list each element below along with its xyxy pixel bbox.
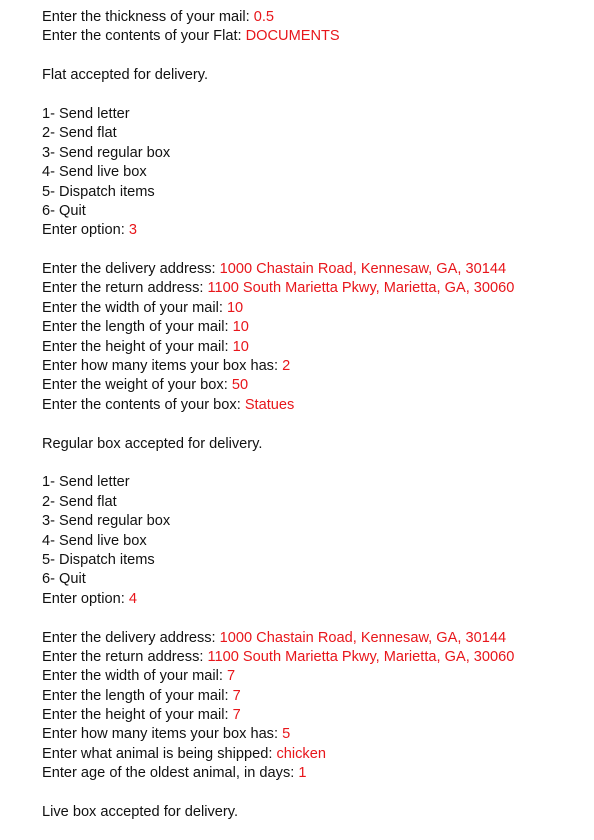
user-input-value: 50: [231, 377, 249, 394]
console-line: [42, 570, 582, 589]
console-line: [42, 279, 582, 298]
console-line: [42, 435, 582, 454]
user-input-value: chicken: [276, 745, 326, 762]
prompt-text: Enter how many items your box has:: [42, 726, 283, 743]
user-input-value: 1: [298, 765, 307, 782]
prompt-text: 6- Quit: [42, 202, 86, 219]
prompt-text: Flat accepted for delivery.: [42, 67, 209, 84]
user-input-value: 3: [128, 222, 137, 239]
prompt-text: Enter the contents of your box:: [42, 396, 245, 413]
prompt-text: 4- Send live box: [42, 164, 147, 181]
console-line: [42, 357, 582, 376]
console-line: [42, 764, 582, 783]
prompt-text: Enter the length of your mail:: [42, 319, 233, 336]
console-line: [42, 473, 582, 492]
console-line: [42, 551, 582, 570]
prompt-text: 5- Dispatch items: [42, 551, 155, 568]
console-line: [42, 493, 582, 512]
console-line: [42, 803, 582, 822]
prompt-text: 5- Dispatch items: [42, 183, 155, 200]
console-line: [42, 105, 582, 124]
prompt-text: 2- Send flat: [42, 493, 117, 510]
user-input-value: 10: [226, 299, 244, 316]
user-input-value: 7: [226, 668, 236, 685]
console-line: [42, 667, 582, 686]
user-input-value: Statues: [244, 396, 295, 413]
user-input-value: 5: [282, 726, 291, 743]
console-line: [42, 629, 582, 648]
prompt-text: 3- Send regular box: [42, 513, 171, 530]
blank-line: [42, 47, 582, 66]
prompt-text: Enter the width of your mail:: [42, 299, 227, 316]
prompt-text: Enter how many items your box has:: [42, 358, 283, 375]
prompt-text: 2- Send flat: [42, 125, 117, 142]
console-line: [42, 8, 582, 27]
console-line: [42, 396, 582, 415]
blank-line: [42, 415, 582, 434]
prompt-text: Enter the height of your mail:: [42, 707, 233, 724]
console-line: [42, 376, 582, 395]
blank-line: [42, 454, 582, 473]
blank-line: [42, 609, 582, 628]
prompt-text: Enter the width of your mail:: [42, 668, 227, 685]
blank-line: [42, 784, 582, 803]
console-line: [42, 648, 582, 667]
prompt-text: Enter the length of your mail:: [42, 687, 233, 704]
console-line: [42, 202, 582, 221]
user-input-value: 7: [232, 707, 241, 724]
user-input-value: 0.5: [253, 9, 274, 25]
console-line: [42, 512, 582, 531]
prompt-text: Regular box accepted for delivery.: [42, 435, 263, 452]
prompt-text: Enter the delivery address:: [42, 261, 220, 278]
console-line: [42, 66, 582, 85]
console-line: [42, 725, 582, 744]
user-input-value: 1000 Chastain Road, Kennesaw, GA, 30144: [219, 261, 507, 278]
prompt-text: Enter the delivery address:: [42, 629, 220, 646]
prompt-text: Enter what animal is being shipped:: [42, 745, 277, 762]
console-line: [42, 532, 582, 551]
console-line: [42, 260, 582, 279]
prompt-text: Enter the return address:: [42, 280, 208, 297]
console-line: [42, 299, 582, 318]
user-input-value: 1100 South Marietta Pkwy, Marietta, GA, 30060: [207, 648, 515, 665]
prompt-text: 6- Quit: [42, 571, 86, 588]
console-line: [42, 706, 582, 725]
prompt-text: 3- Send regular box: [42, 144, 171, 161]
prompt-text: Enter option:: [42, 222, 129, 239]
blank-line: [42, 86, 582, 105]
prompt-text: Enter age of the oldest animal, in days:: [42, 765, 299, 782]
console-line: [42, 124, 582, 143]
console-line: [42, 183, 582, 202]
console-line: [42, 687, 582, 706]
user-input-value: 7: [232, 687, 241, 704]
prompt-text: Enter the return address:: [42, 648, 208, 665]
console-line: [42, 27, 582, 46]
prompt-text: Enter option:: [42, 590, 129, 607]
prompt-text: 4- Send live box: [42, 532, 147, 549]
console-line: [42, 318, 582, 337]
user-input-value: 4: [128, 590, 137, 607]
user-input-value: 10: [232, 338, 249, 355]
user-input-value: 10: [232, 319, 249, 336]
prompt-text: 1- Send letter: [42, 474, 130, 491]
console-line: [42, 221, 582, 240]
prompt-text: Enter the weight of your box:: [42, 377, 232, 394]
prompt-text: Live box accepted for delivery.: [42, 804, 239, 821]
console-line: [42, 590, 582, 609]
console-output: [42, 8, 582, 822]
console-line: [42, 144, 582, 163]
prompt-text: Enter the contents of your Flat:: [42, 28, 246, 45]
prompt-text: Enter the height of your mail:: [42, 338, 233, 355]
user-input-value: DOCUMENTS: [245, 28, 340, 45]
blank-line: [42, 241, 582, 260]
console-line: [42, 338, 582, 357]
console-line: [42, 163, 582, 182]
console-line: [42, 745, 582, 764]
user-input-value: 2: [282, 358, 291, 375]
user-input-value: 1100 South Marietta Pkwy, Marietta, GA, 30060: [207, 280, 515, 297]
user-input-value: 1000 Chastain Road, Kennesaw, GA, 30144: [219, 629, 507, 646]
prompt-text: Enter the thickness of your mail:: [42, 9, 254, 25]
prompt-text: 1- Send letter: [42, 105, 130, 122]
